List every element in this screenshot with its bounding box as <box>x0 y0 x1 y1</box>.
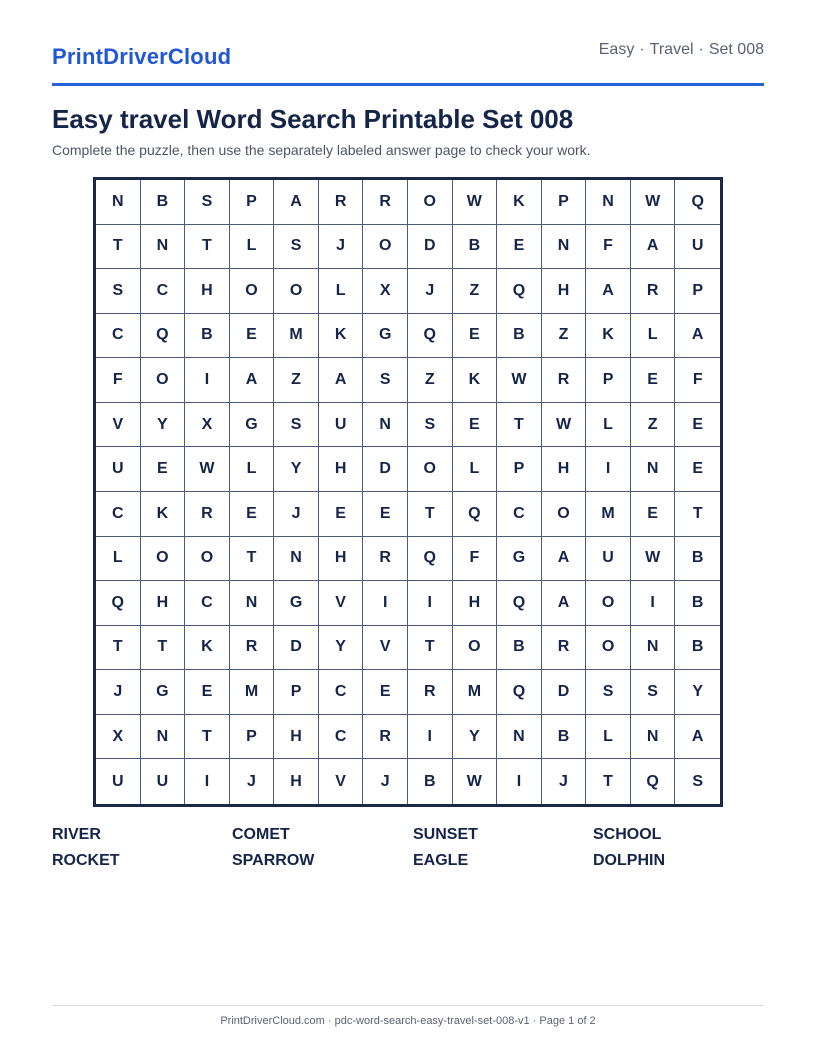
grid-cell[interactable]: B <box>542 715 587 760</box>
grid-cell[interactable]: L <box>230 225 275 270</box>
grid-cell[interactable]: O <box>185 537 230 582</box>
breadcrumb-separator: · <box>639 41 645 58</box>
grid-cell[interactable]: W <box>631 537 676 582</box>
grid-cell[interactable]: Q <box>631 759 676 804</box>
grid-cell[interactable]: O <box>363 225 408 270</box>
grid-cell[interactable]: M <box>453 670 498 715</box>
grid-cell[interactable]: B <box>408 759 453 804</box>
grid-cell[interactable]: Y <box>141 403 186 448</box>
grid-cell[interactable]: H <box>141 581 186 626</box>
grid-cell[interactable]: N <box>497 715 542 760</box>
grid-cell[interactable]: T <box>230 537 275 582</box>
grid-cell[interactable]: M <box>586 492 631 537</box>
grid-cell[interactable]: I <box>185 358 230 403</box>
grid-cell[interactable]: N <box>141 225 186 270</box>
grid-cell[interactable]: Q <box>497 581 542 626</box>
grid-cell[interactable]: I <box>631 581 676 626</box>
grid-cell[interactable]: L <box>230 447 275 492</box>
grid-cell[interactable]: V <box>319 759 364 804</box>
grid-cell[interactable]: Q <box>497 269 542 314</box>
grid-cell[interactable]: A <box>631 225 676 270</box>
grid-cell[interactable]: A <box>542 537 587 582</box>
grid-cell[interactable]: E <box>453 314 498 359</box>
grid-cell[interactable]: I <box>363 581 408 626</box>
word-list-item: RIVER <box>52 826 101 843</box>
grid-cell[interactable]: R <box>542 358 587 403</box>
grid-cell[interactable]: J <box>542 759 587 804</box>
grid-cell[interactable]: L <box>319 269 364 314</box>
grid-cell[interactable]: T <box>185 225 230 270</box>
grid-cell[interactable]: H <box>542 269 587 314</box>
grid-cell[interactable]: F <box>96 358 141 403</box>
grid-cell[interactable]: E <box>363 670 408 715</box>
grid-cell[interactable]: D <box>363 447 408 492</box>
grid-cell[interactable]: V <box>96 403 141 448</box>
grid-cell[interactable]: E <box>363 492 408 537</box>
grid-cell[interactable]: N <box>363 403 408 448</box>
grid-cell[interactable]: J <box>96 670 141 715</box>
grid-cell[interactable]: D <box>274 626 319 671</box>
grid-cell[interactable]: N <box>586 180 631 225</box>
grid-cell[interactable]: V <box>363 626 408 671</box>
page-footer: PrintDriverCloud.com · pdc-word-search-easy-travel-set-008-v1 · Page 1 of 2 <box>52 1005 764 1027</box>
grid-cell[interactable]: L <box>96 537 141 582</box>
grid-cell[interactable]: K <box>497 180 542 225</box>
grid-cell[interactable]: S <box>631 670 676 715</box>
grid-cell[interactable]: O <box>230 269 275 314</box>
grid-cell[interactable]: T <box>96 626 141 671</box>
grid-cell[interactable]: E <box>185 670 230 715</box>
grid-cell[interactable]: Q <box>96 581 141 626</box>
grid-cell[interactable]: N <box>96 180 141 225</box>
grid-cell[interactable]: O <box>274 269 319 314</box>
grid-cell[interactable]: M <box>230 670 275 715</box>
grid-cell[interactable]: T <box>408 626 453 671</box>
grid-cell[interactable]: P <box>274 670 319 715</box>
grid-cell[interactable]: P <box>230 715 275 760</box>
page-subtitle: Complete the puzzle, then use the separately labeled answer page to check your work. <box>52 142 591 158</box>
grid-cell[interactable]: T <box>185 715 230 760</box>
grid-cell[interactable]: P <box>230 180 275 225</box>
grid-cell[interactable]: G <box>141 670 186 715</box>
grid-cell[interactable]: N <box>274 537 319 582</box>
grid-cell[interactable]: J <box>363 759 408 804</box>
grid-cell[interactable]: W <box>453 759 498 804</box>
grid-cell[interactable]: E <box>230 314 275 359</box>
grid-cell[interactable]: P <box>497 447 542 492</box>
grid-cell[interactable]: O <box>453 626 498 671</box>
grid-cell[interactable]: A <box>586 269 631 314</box>
grid-cell[interactable]: S <box>185 180 230 225</box>
grid-cell[interactable]: X <box>96 715 141 760</box>
grid-cell[interactable]: S <box>692 772 704 790</box>
grid-cell[interactable]: J <box>230 759 275 804</box>
grid-cell[interactable]: L <box>586 403 631 448</box>
grid-cell[interactable]: Z <box>274 358 319 403</box>
grid-cell[interactable]: N <box>631 626 676 671</box>
word-list-item: ROCKET <box>52 852 120 869</box>
grid-cell[interactable]: C <box>319 670 364 715</box>
grid-cell[interactable]: C <box>185 581 230 626</box>
word-list-item: SUNSET <box>413 826 478 843</box>
grid-cell[interactable]: T <box>96 225 141 270</box>
breadcrumb-separator: · <box>698 41 704 58</box>
grid-cell[interactable]: E <box>141 447 186 492</box>
grid-cell[interactable]: R <box>230 626 275 671</box>
grid-cell[interactable]: J <box>274 492 319 537</box>
grid-cell[interactable]: T <box>141 626 186 671</box>
grid-cell[interactable]: T <box>497 403 542 448</box>
grid-cell[interactable]: K <box>185 626 230 671</box>
grid-cell[interactable]: N <box>141 715 186 760</box>
grid-cell[interactable]: T <box>586 759 631 804</box>
grid-cell[interactable]: R <box>408 670 453 715</box>
word-list-item: SPARROW <box>232 852 315 869</box>
grid-cell[interactable]: Z <box>542 314 587 359</box>
grid-cell[interactable]: G <box>497 537 542 582</box>
grid-cell[interactable]: O <box>408 180 453 225</box>
grid-cell[interactable]: O <box>586 626 631 671</box>
grid-cell[interactable]: F <box>586 225 631 270</box>
word-search-grid <box>93 177 723 807</box>
grid-cell[interactable]: U <box>586 537 631 582</box>
grid-cell[interactable]: B <box>675 581 720 626</box>
grid-cell[interactable]: R <box>363 715 408 760</box>
grid-cell[interactable]: Q <box>675 180 720 225</box>
grid-cell[interactable]: R <box>363 180 408 225</box>
grid-cell[interactable]: Z <box>453 269 498 314</box>
grid-cell[interactable]: C <box>319 715 364 760</box>
grid-cell[interactable]: C <box>497 492 542 537</box>
grid-cell[interactable]: E <box>319 492 364 537</box>
grid-cell[interactable]: A <box>675 715 720 760</box>
grid-cell[interactable]: S <box>586 670 631 715</box>
grid-cell[interactable]: J <box>408 269 453 314</box>
grid-cell[interactable]: W <box>497 358 542 403</box>
grid-cell[interactable]: N <box>631 447 676 492</box>
grid-cell[interactable]: C <box>141 269 186 314</box>
grid-cell[interactable]: N <box>230 581 275 626</box>
grid-cell[interactable]: B <box>185 314 230 359</box>
grid-cell[interactable]: L <box>586 715 631 760</box>
grid-cell[interactable]: Q <box>141 314 186 359</box>
grid-cell[interactable]: B <box>453 225 498 270</box>
grid-cell[interactable]: K <box>586 314 631 359</box>
grid-cell[interactable]: H <box>542 447 587 492</box>
grid-cell[interactable]: E <box>631 492 676 537</box>
breadcrumb-set[interactable]: Set 008 <box>708 41 764 58</box>
grid-cell[interactable]: E <box>453 403 498 448</box>
grid-cell[interactable]: O <box>542 492 587 537</box>
grid-cell[interactable]: A <box>542 581 587 626</box>
grid-cell[interactable]: G <box>363 314 408 359</box>
grid-cell[interactable]: O <box>141 358 186 403</box>
grid-cell[interactable]: U <box>319 403 364 448</box>
grid-cell[interactable]: R <box>631 269 676 314</box>
grid-cell[interactable]: L <box>453 447 498 492</box>
breadcrumb <box>599 41 764 59</box>
grid-cell[interactable]: W <box>542 403 587 448</box>
grid-cell[interactable]: T <box>408 492 453 537</box>
grid-cell[interactable]: Y <box>675 670 720 715</box>
grid-cell[interactable]: Y <box>319 626 364 671</box>
grid-cell[interactable]: A <box>675 314 720 359</box>
grid-cell[interactable]: R <box>319 180 364 225</box>
grid-cell[interactable]: A <box>274 180 319 225</box>
grid-cell[interactable]: G <box>274 581 319 626</box>
grid-cell[interactable]: W <box>453 180 498 225</box>
grid-cell[interactable]: N <box>631 715 676 760</box>
grid-cell[interactable]: Z <box>408 358 453 403</box>
page-header <box>52 0 764 86</box>
grid-cell[interactable]: Q <box>408 314 453 359</box>
grid-cell[interactable]: I <box>408 581 453 626</box>
grid-cell[interactable]: U <box>675 225 720 270</box>
grid-cell[interactable]: B <box>675 537 720 582</box>
grid-cell[interactable]: O <box>141 537 186 582</box>
grid-cell[interactable]: Q <box>453 492 498 537</box>
grid-cell[interactable]: O <box>586 581 631 626</box>
grid-cell[interactable]: U <box>96 447 141 492</box>
grid-cell[interactable]: C <box>96 314 141 359</box>
grid-cell[interactable]: B <box>675 626 720 671</box>
page-title: Easy travel Word Search Printable Set 008 <box>52 104 574 134</box>
grid-cell[interactable]: N <box>542 225 587 270</box>
grid-cell[interactable]: P <box>675 269 720 314</box>
grid-cell[interactable]: H <box>274 715 319 760</box>
grid-cell[interactable]: S <box>408 403 453 448</box>
brand-logo[interactable]: PrintDriverCloud <box>52 44 232 69</box>
grid-cell[interactable]: Q <box>497 670 542 715</box>
grid-cell[interactable]: E <box>230 492 275 537</box>
grid-cell[interactable]: X <box>185 403 230 448</box>
grid-cell[interactable]: A <box>230 358 275 403</box>
grid-cell[interactable]: Q <box>408 537 453 582</box>
grid-cell[interactable]: T <box>675 492 720 537</box>
grid-cell[interactable]: C <box>96 492 141 537</box>
grid-cell[interactable]: U <box>96 759 141 804</box>
grid-cell[interactable]: H <box>319 537 364 582</box>
grid-cell[interactable]: P <box>542 180 587 225</box>
grid-cell[interactable]: Y <box>274 447 319 492</box>
grid-cell[interactable]: W <box>185 447 230 492</box>
grid-cell[interactable]: H <box>274 759 319 804</box>
grid-cell[interactable]: H <box>453 581 498 626</box>
grid-cell[interactable]: H <box>185 269 230 314</box>
grid-cell[interactable]: D <box>542 670 587 715</box>
word-list-item: DOLPHIN <box>593 852 665 869</box>
grid-cell[interactable]: B <box>497 626 542 671</box>
grid-cell[interactable]: R <box>542 626 587 671</box>
word-list <box>52 826 764 878</box>
grid-cell[interactable]: I <box>185 759 230 804</box>
grid-cell[interactable]: S <box>96 269 141 314</box>
grid-cell[interactable]: Y <box>453 715 498 760</box>
grid-cell[interactable]: U <box>141 759 186 804</box>
word-list-item: COMET <box>232 826 290 843</box>
grid-cell[interactable]: Z <box>631 403 676 448</box>
grid-cell[interactable]: K <box>141 492 186 537</box>
grid-cell[interactable]: O <box>408 447 453 492</box>
grid-cell[interactable]: M <box>274 314 319 359</box>
grid-cell[interactable]: R <box>363 537 408 582</box>
grid-cell[interactable]: S <box>363 358 408 403</box>
grid-cell[interactable]: A <box>319 358 364 403</box>
grid-cell[interactable]: I <box>408 715 453 760</box>
breadcrumb-theme[interactable]: Travel <box>649 41 694 58</box>
grid-cell[interactable]: E <box>675 447 720 492</box>
grid-cell[interactable]: L <box>631 314 676 359</box>
grid-cell[interactable]: I <box>497 759 542 804</box>
grid-cell[interactable]: W <box>631 180 676 225</box>
grid-cell[interactable]: E <box>631 358 676 403</box>
grid-cell[interactable]: S <box>274 403 319 448</box>
grid-cell[interactable]: K <box>319 314 364 359</box>
grid-cell[interactable]: F <box>675 358 720 403</box>
grid-cell[interactable]: J <box>319 225 364 270</box>
grid-cell[interactable]: B <box>141 180 186 225</box>
grid-cell[interactable]: B <box>497 314 542 359</box>
grid-cell[interactable]: E <box>497 225 542 270</box>
grid-cell[interactable]: D <box>408 225 453 270</box>
grid-cell[interactable]: I <box>586 447 631 492</box>
breadcrumb-difficulty[interactable]: Easy <box>598 41 635 58</box>
word-list-item: EAGLE <box>413 852 469 869</box>
grid-cell[interactable]: K <box>453 358 498 403</box>
grid-cell[interactable]: R <box>185 492 230 537</box>
grid-cell[interactable]: G <box>230 403 275 448</box>
grid-cell[interactable]: X <box>363 269 408 314</box>
grid-cell[interactable]: S <box>274 225 319 270</box>
grid-cell[interactable]: F <box>453 537 498 582</box>
grid-cell[interactable]: E <box>675 403 720 448</box>
grid-cell[interactable]: H <box>319 447 364 492</box>
grid-cell[interactable]: P <box>586 358 631 403</box>
word-list-item: SCHOOL <box>593 826 662 843</box>
grid-cell[interactable]: V <box>319 581 364 626</box>
